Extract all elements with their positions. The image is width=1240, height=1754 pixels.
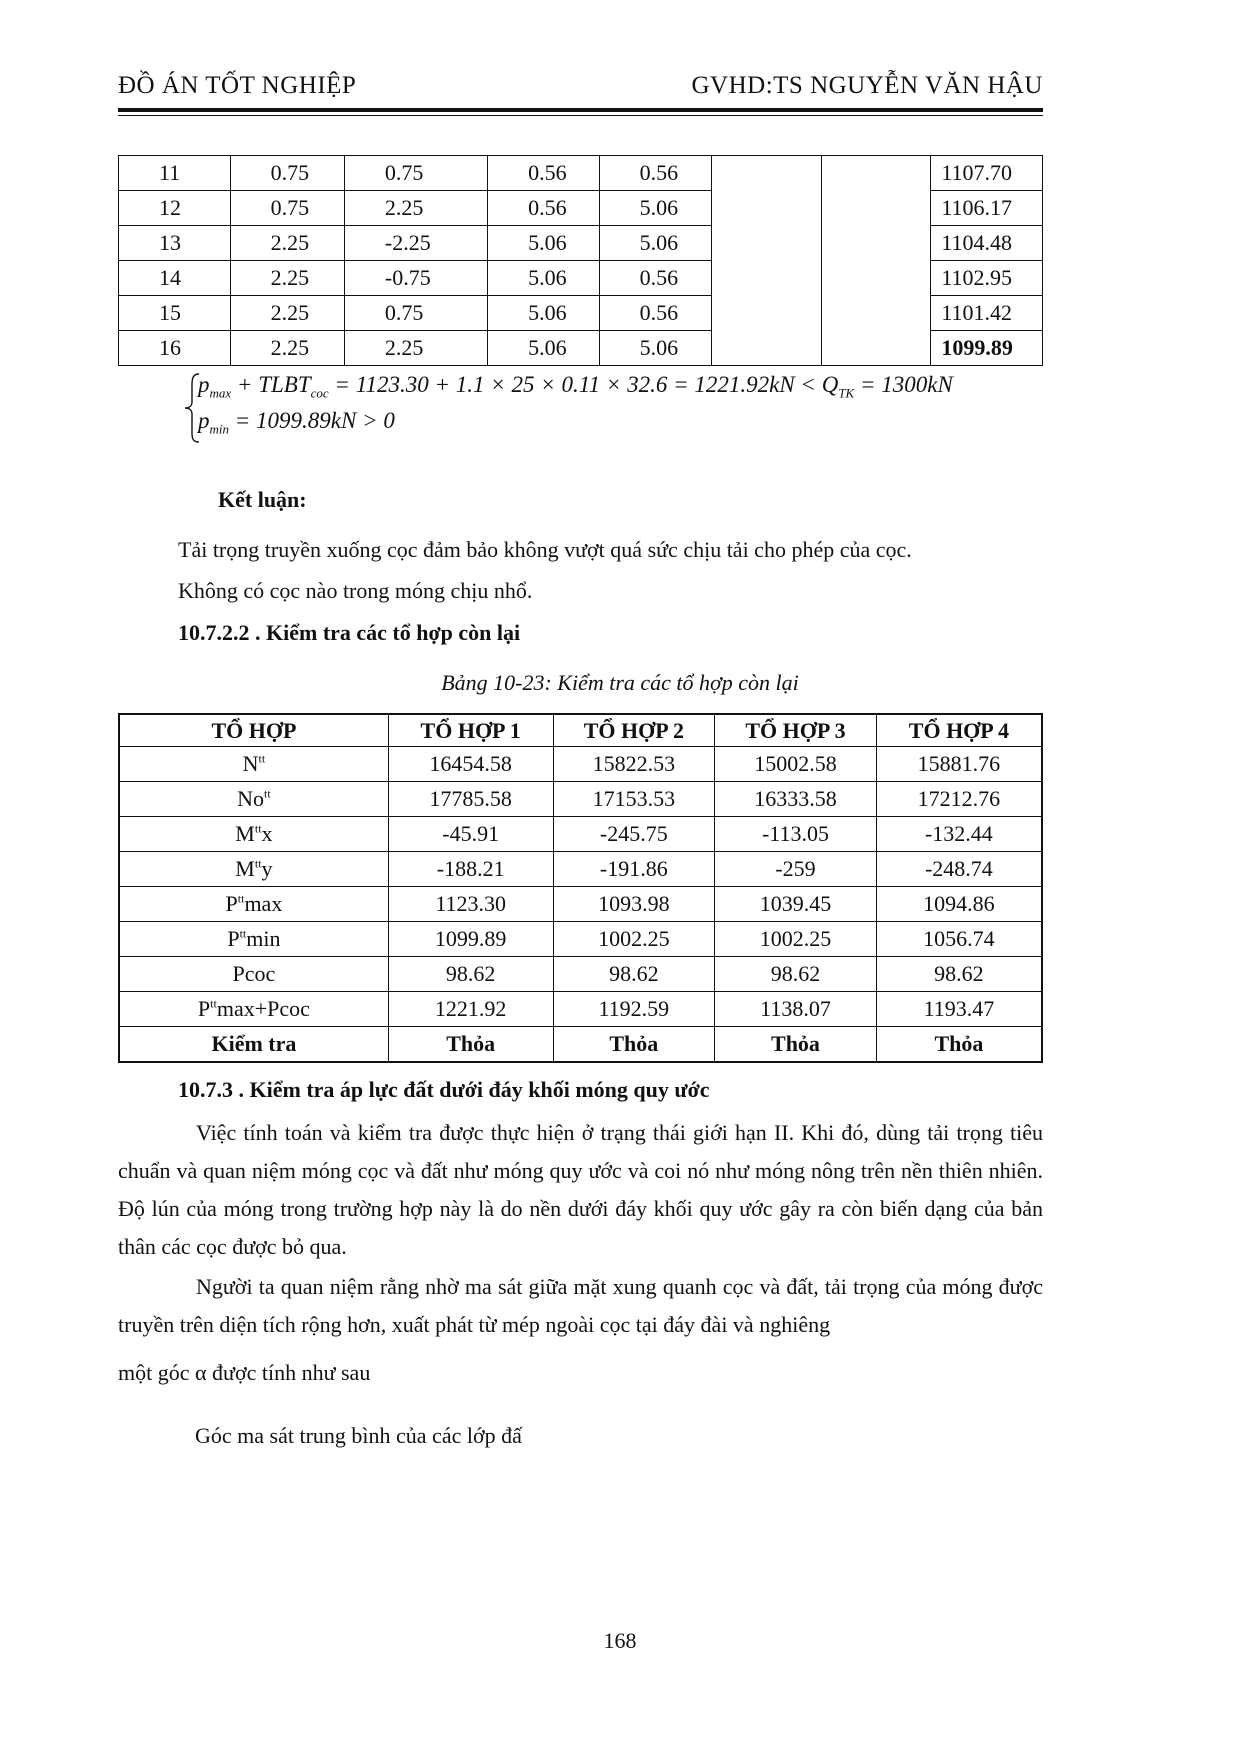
- paragraph-1: Việc tính toán và kiểm tra được thực hiện ở trạng thái giới hạn II. Khi đó, dùng tải trọng tiêu chuẩn và quan niệm móng cọc và đất như móng quy ước và coi nó như móng nông trên nền thiên nhiên. Độ lún của móng trong trường hợp này là do nền dưới đáy khối quy ước gây ra còn biến dạng của bản thân các cọc được bỏ qua.: [118, 1120, 1043, 1259]
- formula-pmax: $p_{max}$ + $TLBT_{coc} = 1123.30 + 1.1 \times 25 \times 0.11 \times 32.6 = 1221.92kN < Q_{TK} = 1300kN$: [198, 372, 953, 401]
- pile-cell-y: 2.25: [344, 331, 487, 366]
- pile-cell-x: 2.25: [230, 226, 344, 261]
- combo-value-cell: 1056.74: [876, 922, 1042, 957]
- combo-value-cell: 98.62: [553, 957, 715, 992]
- pile-cell-x2: 0.56: [488, 191, 599, 226]
- combo-row-label: $M^{tt}x$: [119, 817, 388, 852]
- pile-row: [119, 156, 1043, 191]
- pile-cell-empty: [821, 191, 931, 226]
- combo-row: [119, 922, 1042, 957]
- conclusion-line-1: Tải trọng truyền xuống cọc đảm bảo không vượt quá sức chịu tải cho phép của cọc.: [178, 537, 912, 562]
- combo-value-cell: -188.21: [388, 852, 553, 887]
- combo-value-cell: -259: [715, 852, 877, 887]
- pile-cell-empty: [711, 296, 821, 331]
- combo-row-label: $N^{tt}$: [119, 747, 388, 782]
- paragraph-2: Người ta quan niệm rằng nhờ ma sát giữa mặt xung quanh cọc và đất, tải trọng của móng được truyền trên diện tích rộng hơn, xuất phát từ mép ngoài cọc tại đáy đài và nghiêng: [118, 1274, 1043, 1337]
- pile-cell-no: 12: [119, 191, 231, 226]
- conclusion-heading: Kết luận:: [218, 487, 307, 512]
- combo-header-cell: TỔ HỢP 1: [388, 714, 553, 747]
- pile-cell-x: 0.75: [230, 191, 344, 226]
- paragraph-3: một góc α được tính như sau: [118, 1360, 371, 1385]
- combo-value-cell: -245.75: [553, 817, 715, 852]
- pile-cell-empty: [821, 296, 931, 331]
- pile-cell-y2: 5.06: [599, 226, 711, 261]
- combo-table-header-row: [119, 714, 1042, 747]
- header-rule-thick: [118, 108, 1043, 112]
- pile-cell-reaction: 1107.70: [931, 156, 1043, 191]
- page-number: 168: [603, 1628, 637, 1653]
- combo-value-cell: 16333.58: [715, 782, 877, 817]
- combo-value-cell: 1039.45: [715, 887, 877, 922]
- combo-value-cell: 17785.58: [388, 782, 553, 817]
- combo-value-cell: -45.91: [388, 817, 553, 852]
- combo-value-cell: 15002.58: [715, 747, 877, 782]
- pile-cell-reaction: 1099.89: [931, 331, 1043, 366]
- combo-row: [119, 817, 1042, 852]
- combo-value-cell: 1221.92: [388, 992, 553, 1027]
- pile-cell-x: 2.25: [230, 296, 344, 331]
- combo-check-label: Kiểm tra: [119, 1027, 388, 1063]
- combo-value-cell: 17212.76: [876, 782, 1042, 817]
- combo-row: [119, 852, 1042, 887]
- pile-cell-empty: [821, 156, 931, 191]
- pile-cell-x2: 5.06: [488, 331, 599, 366]
- header-rule-thin: [118, 115, 1043, 116]
- section-heading-10722: 10.7.2.2 . Kiểm tra các tổ hợp còn lại: [178, 620, 521, 645]
- pile-cell-no: 11: [119, 156, 231, 191]
- combo-header-cell: TỔ HỢP 3: [715, 714, 877, 747]
- pile-reaction-table: [118, 155, 1043, 366]
- combo-value-cell: 15822.53: [553, 747, 715, 782]
- pile-cell-reaction: 1104.48: [931, 226, 1043, 261]
- pile-cell-empty: [711, 191, 821, 226]
- combo-value-cell: 1002.25: [715, 922, 877, 957]
- combo-check-cell: Thỏa: [715, 1027, 877, 1063]
- combo-header-cell: TỔ HỢP 4: [876, 714, 1042, 747]
- pile-cell-y2: 0.56: [599, 156, 711, 191]
- pile-cell-x2: 5.06: [488, 261, 599, 296]
- pile-cell-no: 15: [119, 296, 231, 331]
- pile-cell-x: 2.25: [230, 331, 344, 366]
- pile-cell-empty: [821, 331, 931, 366]
- pile-cell-y: 0.75: [344, 156, 487, 191]
- pile-cell-empty: [711, 156, 821, 191]
- combo-header-cell: TỔ HỢP 2: [553, 714, 715, 747]
- pile-cell-x2: 5.06: [488, 226, 599, 261]
- combo-row: [119, 747, 1042, 782]
- table-caption: Bảng 10-23: Kiểm tra các tổ hợp còn lại: [441, 670, 799, 695]
- combo-row: [119, 957, 1042, 992]
- combo-value-cell: 1002.25: [553, 922, 715, 957]
- combo-row-label: $P^{tt}\max$: [119, 887, 388, 922]
- pile-cell-empty: [711, 226, 821, 261]
- combo-value-cell: 1193.47: [876, 992, 1042, 1027]
- combo-value-cell: 17153.53: [553, 782, 715, 817]
- combo-value-cell: 16454.58: [388, 747, 553, 782]
- page-header: [118, 72, 1043, 112]
- combo-row: [119, 992, 1042, 1027]
- combo-row-label: Pcoc: [119, 957, 388, 992]
- combo-value-cell: 1123.30: [388, 887, 553, 922]
- combo-value-cell: 1093.98: [553, 887, 715, 922]
- combo-header-cell: TỔ HỢP: [119, 714, 388, 747]
- pile-row: [119, 296, 1043, 331]
- combo-value-cell: 98.62: [715, 957, 877, 992]
- pile-cell-reaction: 1106.17: [931, 191, 1043, 226]
- combination-check-table: [118, 713, 1043, 1063]
- pile-cell-reaction: 1101.42: [931, 296, 1043, 331]
- pile-cell-y2: 0.56: [599, 296, 711, 331]
- combo-check-cell: Thỏa: [388, 1027, 553, 1063]
- combo-row-label: $M^{tt}y$: [119, 852, 388, 887]
- combo-value-cell: 1099.89: [388, 922, 553, 957]
- combo-value-cell: -191.86: [553, 852, 715, 887]
- pile-cell-x2: 0.56: [488, 156, 599, 191]
- combo-check-cell: Thỏa: [553, 1027, 715, 1063]
- combo-value-cell: -113.05: [715, 817, 877, 852]
- pile-row: [119, 191, 1043, 226]
- pile-cell-x: 0.75: [230, 156, 344, 191]
- pile-cell-empty: [821, 226, 931, 261]
- header-right-title: GVHD:TS NGUYỄN VĂN HẬU: [691, 72, 1043, 99]
- pile-cell-empty: [711, 331, 821, 366]
- pile-cell-y: -0.75: [344, 261, 487, 296]
- combo-row-label: $P^{tt}\max+Pcoc$: [119, 992, 388, 1027]
- combo-check-cell: Thỏa: [876, 1027, 1042, 1063]
- pile-cell-empty: [711, 261, 821, 296]
- pile-cell-no: 16: [119, 331, 231, 366]
- pile-cell-no: 13: [119, 226, 231, 261]
- header-left-title: ĐỒ ÁN TỐT NGHIỆP: [118, 72, 357, 99]
- paragraph-4: Góc ma sát trung bình của các lớp đấ: [195, 1423, 522, 1448]
- pile-row: [119, 226, 1043, 261]
- combo-row-label: $No^{tt}$: [119, 782, 388, 817]
- pile-row: [119, 331, 1043, 366]
- combo-value-cell: 15881.76: [876, 747, 1042, 782]
- combo-row: [119, 887, 1042, 922]
- pile-cell-y2: 5.06: [599, 331, 711, 366]
- combo-value-cell: 1094.86: [876, 887, 1042, 922]
- combo-value-cell: -132.44: [876, 817, 1042, 852]
- pile-cell-y: 0.75: [344, 296, 487, 331]
- combo-row-label: $P^{tt}\min$: [119, 922, 388, 957]
- pile-cell-no: 14: [119, 261, 231, 296]
- pile-cell-reaction: 1102.95: [931, 261, 1043, 296]
- combo-value-cell: -248.74: [876, 852, 1042, 887]
- pile-cell-empty: [821, 261, 931, 296]
- conclusion-line-2: Không có cọc nào trong móng chịu nhổ.: [178, 578, 533, 603]
- pile-row: [119, 261, 1043, 296]
- combo-value-cell: 1138.07: [715, 992, 877, 1027]
- pile-cell-y: 2.25: [344, 191, 487, 226]
- section-heading-1073: 10.7.3 . Kiểm tra áp lực đất dưới đáy khối móng quy ước: [178, 1077, 710, 1102]
- pile-cell-x: 2.25: [230, 261, 344, 296]
- combo-value-cell: 98.62: [876, 957, 1042, 992]
- pile-cell-y2: 0.56: [599, 261, 711, 296]
- combo-value-cell: 98.62: [388, 957, 553, 992]
- combo-check-row: [119, 1027, 1042, 1063]
- combo-value-cell: 1192.59: [553, 992, 715, 1027]
- formula-pmin: $p_{min} = 1099.89kN > 0$: [198, 408, 395, 437]
- combo-row: [119, 782, 1042, 817]
- pile-cell-y2: 5.06: [599, 191, 711, 226]
- pile-cell-x2: 5.06: [488, 296, 599, 331]
- pile-cell-y: -2.25: [344, 226, 487, 261]
